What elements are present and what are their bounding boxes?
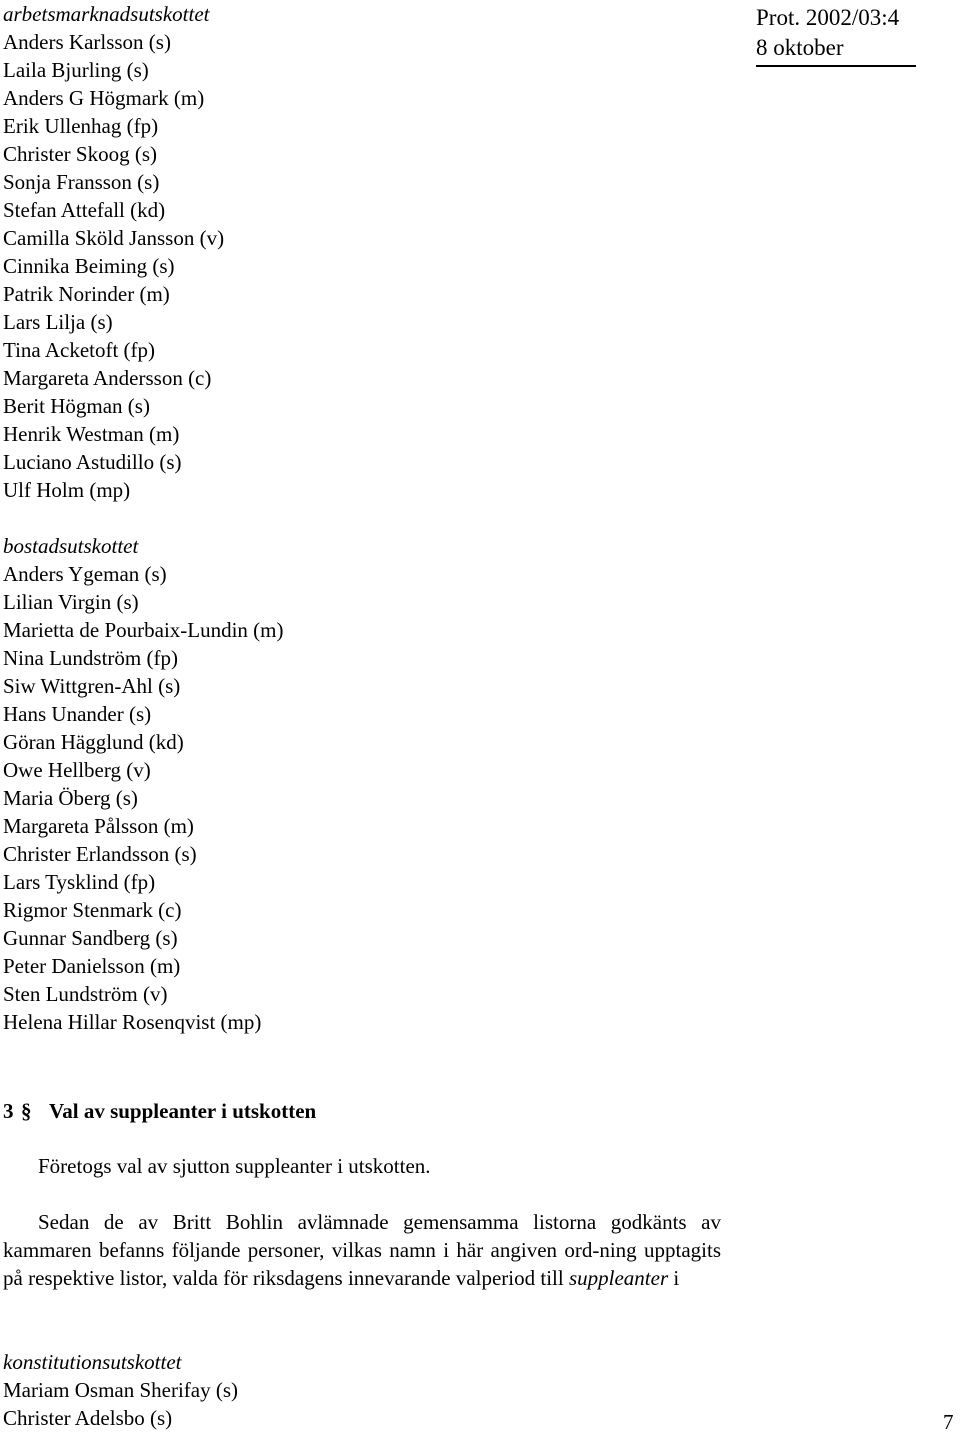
member-name: Margareta Andersson (c): [3, 366, 212, 390]
committee-heading-bostad: bostadsutskottet: [3, 534, 139, 558]
member-name: Sonja Fransson (s): [3, 170, 160, 194]
member-name: Marietta de Pourbaix-Lundin (m): [3, 618, 284, 642]
member-name: Anders Ygeman (s): [3, 562, 167, 586]
section-heading: [3, 1097, 316, 1125]
member-name: Stefan Attefall (kd): [3, 198, 166, 222]
body-paragraph: [3, 1208, 721, 1292]
member-name: Camilla Sköld Jansson (v): [3, 226, 225, 250]
member-name: Cinnika Beiming (s): [3, 254, 175, 278]
member-name: Siw Wittgren-Ahl (s): [3, 674, 181, 698]
member-name: Christer Skoog (s): [3, 142, 157, 166]
header-rule: [756, 65, 916, 67]
member-name: Patrik Norinder (m): [3, 282, 170, 306]
member-name: Ulf Holm (mp): [3, 478, 131, 502]
body-italic: suppleanter: [568, 1266, 669, 1290]
section-sign: §: [21, 1099, 32, 1123]
intro-text: Företogs val av sjutton suppleanter i utskotten.: [38, 1154, 431, 1178]
member-name: Mariam Osman Sherifay (s): [3, 1378, 239, 1402]
member-name: Rigmor Stenmark (c): [3, 898, 182, 922]
section-number: 3: [3, 1099, 14, 1123]
protocol-header: [756, 4, 956, 64]
protocol-number: Prot. 2002/03:4: [756, 5, 900, 30]
member-name: Laila Bjurling (s): [3, 58, 149, 82]
member-name: Maria Öberg (s): [3, 786, 138, 810]
member-name: Berit Högman (s): [3, 394, 150, 418]
member-name: Sten Lundström (v): [3, 982, 168, 1006]
member-name: Göran Hägglund (kd): [3, 730, 184, 754]
intro-paragraph: [3, 1152, 721, 1180]
protocol-date: 8 oktober: [756, 35, 844, 60]
member-name: Tina Acketoft (fp): [3, 338, 156, 362]
member-name: Christer Erlandsson (s): [3, 842, 197, 866]
committee-heading-konstitution: konstitutionsutskottet: [3, 1350, 182, 1374]
member-name: Christer Adelsbo (s): [3, 1406, 173, 1430]
member-name: Luciano Astudillo (s): [3, 450, 182, 474]
member-name: Henrik Westman (m): [3, 422, 180, 446]
body-end: i: [668, 1266, 680, 1290]
member-name: Gunnar Sandberg (s): [3, 926, 178, 950]
page-number: 7: [943, 1410, 954, 1434]
member-name: Peter Danielsson (m): [3, 954, 181, 978]
member-name: Helena Hillar Rosenqvist (mp): [3, 1010, 262, 1034]
member-name: Anders Karlsson (s): [3, 30, 171, 54]
member-name: Hans Unander (s): [3, 702, 152, 726]
body-text: Sedan de av Britt Bohlin avlämnade gemensamma listorna godkänts av kammaren befanns följande personer, vilkas namn i här angiven ord-ning upptagits på respektive listor, valda för riksdagens innevarande valperiod till: [3, 1210, 721, 1290]
member-name: Owe Hellberg (v): [3, 758, 151, 782]
member-name: Erik Ullenhag (fp): [3, 114, 159, 138]
section-title: Val av suppleanter i utskotten: [49, 1099, 317, 1123]
member-name: Anders G Högmark (m): [3, 86, 205, 110]
member-name: Lars Lilja (s): [3, 310, 113, 334]
committee-heading-arbetsmarknad: arbetsmarknadsutskottet: [3, 2, 210, 26]
member-name: Margareta Pålsson (m): [3, 814, 194, 838]
member-name: Nina Lundström (fp): [3, 646, 178, 670]
member-name: Lars Tysklind (fp): [3, 870, 156, 894]
member-name: Lilian Virgin (s): [3, 590, 139, 614]
